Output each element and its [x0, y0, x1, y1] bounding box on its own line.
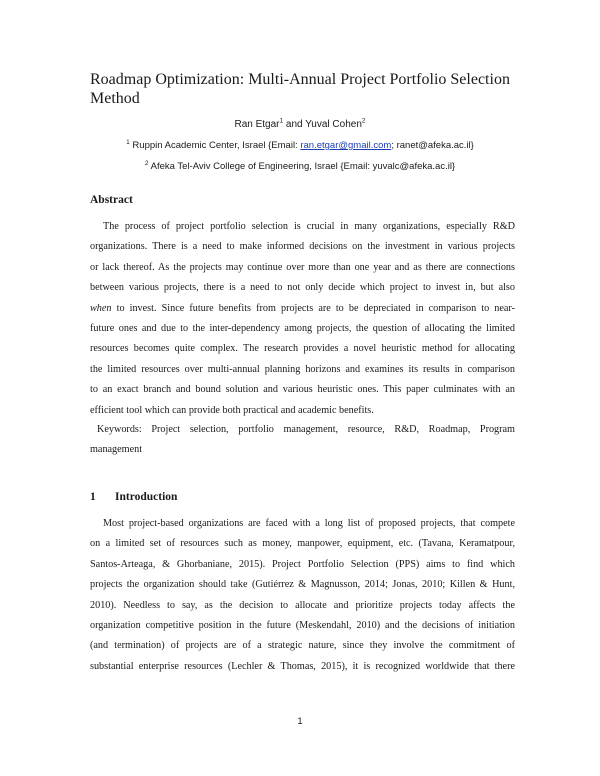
intro-line: on a limited set of resources such as money, manpower, equipment, etc. (Tavana, Keramatpour,: [90, 538, 515, 550]
intro-line: (and termination) of projects are of a strategic nature, since they involve the commitment of: [90, 640, 515, 652]
abstract-line: The process of project portfolio selection is crucial in many organizations, especially R&D: [103, 221, 515, 232]
abstract-line: organizations. There is a need to make informed decisions on the investment in various projects: [90, 241, 515, 253]
affiliation-text: Afeka Tel-Aviv College of Engineering, Israel {Email: yuvalc@afeka.ac.il}: [148, 161, 456, 172]
affiliation-1: [0, 139, 600, 152]
intro-line: 2010). Needless to say, as the decision to allocate and prioritize projects today affects the: [90, 599, 515, 611]
abstract-line: to an exact branch and bound solution and various heuristic ones. This paper culminates with an: [90, 384, 515, 396]
abstract-line: to invest. Since future benefits from projects are to be depreciated in comparison to near-: [116, 302, 515, 314]
section-heading-introduction: [90, 491, 177, 503]
abstract-line: or lack thereof. As the projects may continue over more than one year and as there are connections: [90, 261, 515, 273]
keywords: [90, 420, 515, 461]
affiliation-superscript: 1: [126, 138, 130, 146]
author-name: Ran Etgar: [234, 119, 280, 130]
page-number: 1: [297, 716, 303, 727]
abstract-heading: Abstract: [90, 194, 133, 206]
author-superscript: 1: [279, 117, 284, 125]
author-superscript: 2: [361, 117, 366, 125]
abstract-line: future ones and due to the inter-dependency among projects, the question of allocating the limited: [90, 322, 515, 334]
introduction-body: [90, 514, 515, 677]
affiliation-text: Ruppin Academic Center, Israel {Email:: [129, 140, 301, 151]
abstract-line: the limited resources over multi-annual planning horizons and examines its results in comparison: [90, 363, 515, 375]
abstract-line: between various projects, there is a need to not only decide which project to invest in, but also: [90, 282, 515, 294]
intro-line: Santos-Arteaga, & Ghorbaniane, 2015). Project Portfolio Selection (PPS) aims to find which: [90, 558, 515, 570]
abstract-body: [90, 217, 515, 421]
abstract-line-with-emphasis: [90, 299, 515, 319]
abstract-line: efficient tool which can provide both practical and academic benefits.: [90, 404, 374, 416]
paper-title: Roadmap Optimization: Multi-Annual Project Portfolio Selection Method: [90, 71, 510, 107]
email-link[interactable]: ran.etgar@gmail.com: [300, 140, 392, 151]
keywords-line: management: [90, 444, 143, 456]
author-name: Yuval Cohen: [305, 119, 362, 130]
author-line: [0, 118, 600, 131]
emphasis-word: when: [90, 302, 112, 314]
abstract-line: resources becomes quite complex. The research provides a novel heuristic method for allocating: [90, 343, 515, 355]
author-conjunction: and: [283, 119, 306, 130]
intro-line: projects the organization should take (Gutiérrez & Magnusson, 2014; Jonas, 2010; Killen & Hunt,: [90, 579, 515, 591]
keywords-line: Keywords: Project selection, portfolio management, resource, R&D, Roadmap, Program: [97, 424, 515, 435]
intro-line: substantial enterprise resources (Lechler & Thomas, 2015), it is recognized worldwide that there: [90, 660, 515, 672]
intro-line: Most project-based organizations are faced with a long list of proposed projects, that compete: [103, 518, 515, 529]
affiliation-superscript: 2: [144, 159, 149, 167]
section-title: Introduction: [115, 491, 178, 503]
section-number: 1: [90, 491, 96, 503]
affiliation-text: ; ranet@afeka.ac.il}: [391, 140, 474, 151]
affiliation-2: [0, 160, 600, 173]
intro-line: organization competitive position in the future (Meskendahl, 2010) and the decisions of initiation: [90, 619, 515, 631]
